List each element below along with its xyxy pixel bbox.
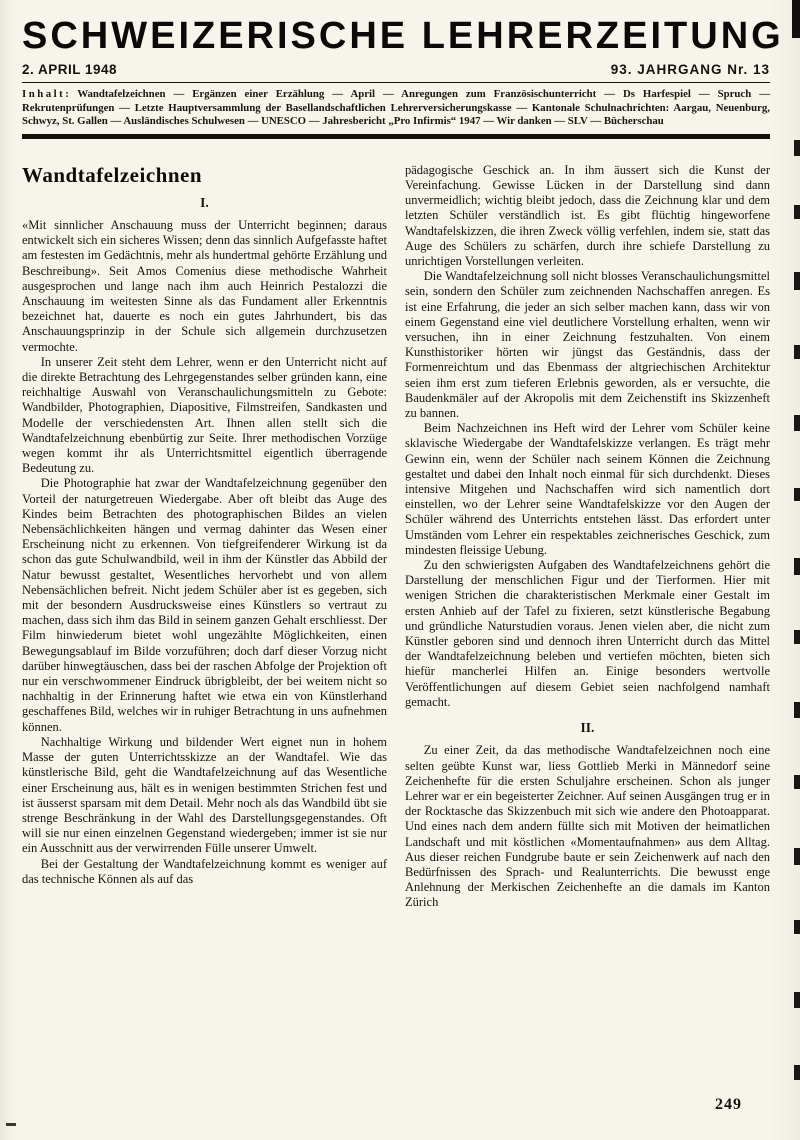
paragraph: pädagogische Geschick an. In ihm äussert sich die Kunst der Vereinfachung. Gewisse Lücken in der Darstellung sind dann unvermeidlich; wichtig bleibt jedoch, dass die Zeichnung klar und dem letzten Schüler verständlich ist. Es gibt flüchtig hingeworfene Wandtafelskizzen, die ihren Zweck völlig verfehlen, indem sie, statt das Auge des Schülers zu schärfen, durch ihre schiefe Darstellung zu unrichtigen Vorstellungen verleiten. [405, 162, 770, 268]
dateline [22, 62, 770, 83]
paragraph: Zu einer Zeit, da das methodische Wandtafelzeichnen noch eine selten geübte Kunst war, liess Gottlieb Merki in Männedorf seine Zeichenhefte für die ersten Schuljahre erscheinen. Schon als junger Lehrer war er ein begeisterter Zeichner. Auf seinen Ausgängen trug er in der Rocktasche das Skizzenbuch mit sich wie andere den Photoapparat. Und eines nach dem andern füllte sich mit Motiven der heimatlichen Landschaft und mit köstlichen «Momentaufnahmen» aus dem Alltag. Aus dieser reichen Fundgrube baute er sein Zeichenwerk auf nach den Bedürfnissen des Sprach- und Realunterrichts. Die bewusst enge Anlehnung der Merkischen Zeichenhefte an die damals im Kanton Zürich [405, 743, 770, 910]
article-body [22, 163, 770, 911]
right-column [405, 163, 770, 911]
section-heading-1: I. [200, 194, 209, 210]
paragraph: Die Photographie hat zwar der Wandtafelzeichnung gegenüber den Vorteil der naturgetreuen Wiedergabe. Aber oft bleibt das Auge des Kindes beim Betrachten des photographischen Bildes an vielen Nebensächlichkeiten hängen und vermag dahinter das Wesen einer Erscheinung nicht zu erkennen. Von tiefgreifenderer Wirkung ist da schon das gute Schulwandbild, weil in ihm der Künstler das Abbild der Natur bewusst gestaltet, Wesentliches hervorhebt und von allem Nebensächlichen befreit. Nicht jedem Schüler aber ist es gegeben, sich mit der besondern Ausdrucksweise eines Künstlers so vertraut zu machen, dass sich ihm das Bild in seinem ganzen Gehalt erschliesst. Der Film hinwiederum bietet wohl ungezählte Möglichkeiten, einen Bewegungsablauf im Bilde vorzuführen; doch darf dieser Vorzug nicht darüber hinwegtäuschen, dass bei der raschen Abfolge der Projektion oft nur ein verschwommener Eindruck übrigbleibt, der bei weitem nicht so nachhaltig in der Erinnerung haftet wie etwa ein von Künstlerhand geschaffenes Bild, welches wir in ruhiger Betrachtung in uns aufnehmen können. [22, 476, 387, 734]
scan-artifact [6, 1123, 16, 1126]
scan-artifact [794, 558, 800, 575]
scan-artifact [794, 1065, 800, 1080]
divider-rule [22, 134, 770, 139]
paragraph: Nachhaltige Wirkung und bildender Wert eignet nun in hohem Masse der guten Unterrichtsskizze an der Wandtafel. Wie das künstlerische Bild, geht die Wandtafelzeichnung auf das Wesentliche einer Erscheinung aus, hält es in wenigen bestimmten Strichen fest und ist äusserst sparsam mit dem Detail. Mehr noch als das Wandbild übt sie strenge Beschränkung in der Wahl des Darstellungsgegenstandes. Oft will sie nur einen einzelnen Gegenstand wiedergeben; immer ist sie nur ein Ausschnitt aus der verwirrenden Fülle unserer Umwelt. [22, 734, 387, 856]
scan-artifact [794, 205, 800, 219]
paragraph: Zu den schwierigsten Aufgaben des Wandtafelzeichnens gehört die Darstellung der menschlichen Figur und der Tierformen. Hier mit wenigen Strichen die charakteristischen Merkmale einer Gestalt im ersten Anhieb auf der Tafel zu fixieren, setzt künstlerische Begabung und gründliche Naturstudien voraus. Jenen vielen aber, die nicht zum Künstler geboren sind und dennoch ihren Unterricht durch das Mittel der Wandtafelzeichnung beleben und vertiefen möchten, bieten sich hiefür mancherlei Hilfen an. Einige besonders wertvolle Veröffentlichungen auf diesem Gebiet seien nachfolgend namhaft gemacht. [405, 558, 770, 709]
article-title: Wandtafelzeichnen [22, 162, 202, 187]
table-of-contents [22, 88, 770, 129]
scan-artifact [794, 848, 800, 865]
scan-artifact [792, 0, 800, 38]
paragraph: In unserer Zeit steht dem Lehrer, wenn er den Unterricht nicht auf die direkte Betrachtung des Lehrgegenstandes selber gründen kann, eine reichhaltige Auswahl von Veranschaulichungsmitteln zu Gebote: Wandbilder, Photographien, Diapositive, Filmstreifen, Sandkasten und Modelle der verschiedensten Art. Ihnen allen stellt sich die Wandtafelzeichnung ebenbürtig zur Seite. Ihrer methodischen Vorzüge wegen kommt ihr als Unterrichtsmittel eigentlich überragende Bedeutung zu. [22, 354, 387, 476]
section-heading-2: II. [580, 720, 595, 736]
newspaper-title: SCHWEIZERISCHE LEHRERZEITUNG [22, 15, 784, 57]
scan-artifact [794, 992, 800, 1008]
paragraph: Die Wandtafelzeichnung soll nicht blosses Veranschaulichungsmittel sein, sondern den Schüler zum zeichnenden Nachschaffen anregen. Es ist eine Erfahrung, die jeder an sich selber machen kann, dass wir von einem Gegenstand eine viel deutlichere Vorstellung erhalten, wenn wir versuchen, ihn in einer Zeichnung festzuhalten. Von einem Kunsthistoriker hörten wir jüngst das Geständnis, dass der Formenreichtum und das Ebenmass der altgriechischen Architektur seien ihm erst zum tieferen Erlebnis geworden, als er versuchte, die Baudenkmäler auf der Akropolis mit dem Zeichenstift ins Skizzenheft zu bannen. [405, 269, 770, 421]
paragraph: Bei der Gestaltung der Wandtafelzeichnung kommt es weniger auf das technische Können als auf das [22, 856, 387, 886]
left-column [22, 163, 387, 911]
scan-artifact [794, 140, 800, 156]
scan-artifact [794, 630, 800, 644]
scan-artifact [794, 415, 800, 431]
scan-artifact [794, 920, 800, 934]
scan-artifact [794, 775, 800, 789]
scan-artifact [794, 488, 800, 501]
toc-label: Inhalt: [22, 88, 72, 100]
scan-artifact [794, 345, 800, 359]
issue-date: 2. APRIL 1948 [22, 62, 118, 77]
page-number: 249 [715, 1096, 742, 1113]
scan-artifact [794, 702, 800, 718]
toc-text: Wandtafelzeichnen — Ergänzen einer Erzählung — April — Anregungen zum Französischunterricht — Ds Harfespiel — Spruch — Rekrutenprüfungen — Letzte Hauptversammlung der Basellandschaftlichen Lehrerversicherungskasse — Kantonale Schulnachrichten: Aargau, Neuenburg, Schwyz, St. Gallen — Ausländisches Schulwesen — UNESCO — Jahresbericht „Pro Infirmis“ 1947 — Wir danken — SLV — Bücherschau [22, 88, 770, 128]
paragraph: Beim Nachzeichnen ins Heft wird der Lehrer vom Schüler keine sklavische Wiedergabe der Wandtafelskizze verlangen. Es trägt mehr Gewinn ein, wenn der Schüler nach seinem Können die Zeichnung gestaltet und dabei den Inhalt noch einmal für sich durchdenkt. Dieses intensive Mitgehen und Nachschaffen wird sich namentlich dort einstellen, wo der Lehrer seine Wandtafelskizze vor den Augen der Schüler während des Unterrichts entstehen lässt. Das erfordert unter Umständen vom Lehrer ein respektables zeichnerisches Geschick, zum mindesten fleissige Uebung. [405, 421, 770, 557]
scan-artifact [794, 272, 800, 290]
issue-number: 93. JAHRGANG Nr. 13 [610, 62, 770, 77]
paragraph: «Mit sinnlicher Anschauung muss der Unterricht beginnen; daraus entwickelt sich ein sicheres Wissen; denn das sinnlich Aufgefasste haftet am festesten im Gedächtnis, mehr als hundertmal gehörte Erzählung und Beschreibung». Seit Amos Comenius diese methodische Wahrheit ausgesprochen und lange nach ihm auch Heinrich Pestalozzi die Anschauung im weitesten Sinne als das Fundament aller Erkenntnis bezeichnet hat, dauerte es noch ein gutes Jahrhundert, bis das Anschauungsprinzip in der Schule sich allgemein durchzusetzen vermochte. [22, 217, 387, 354]
masthead [22, 15, 784, 83]
